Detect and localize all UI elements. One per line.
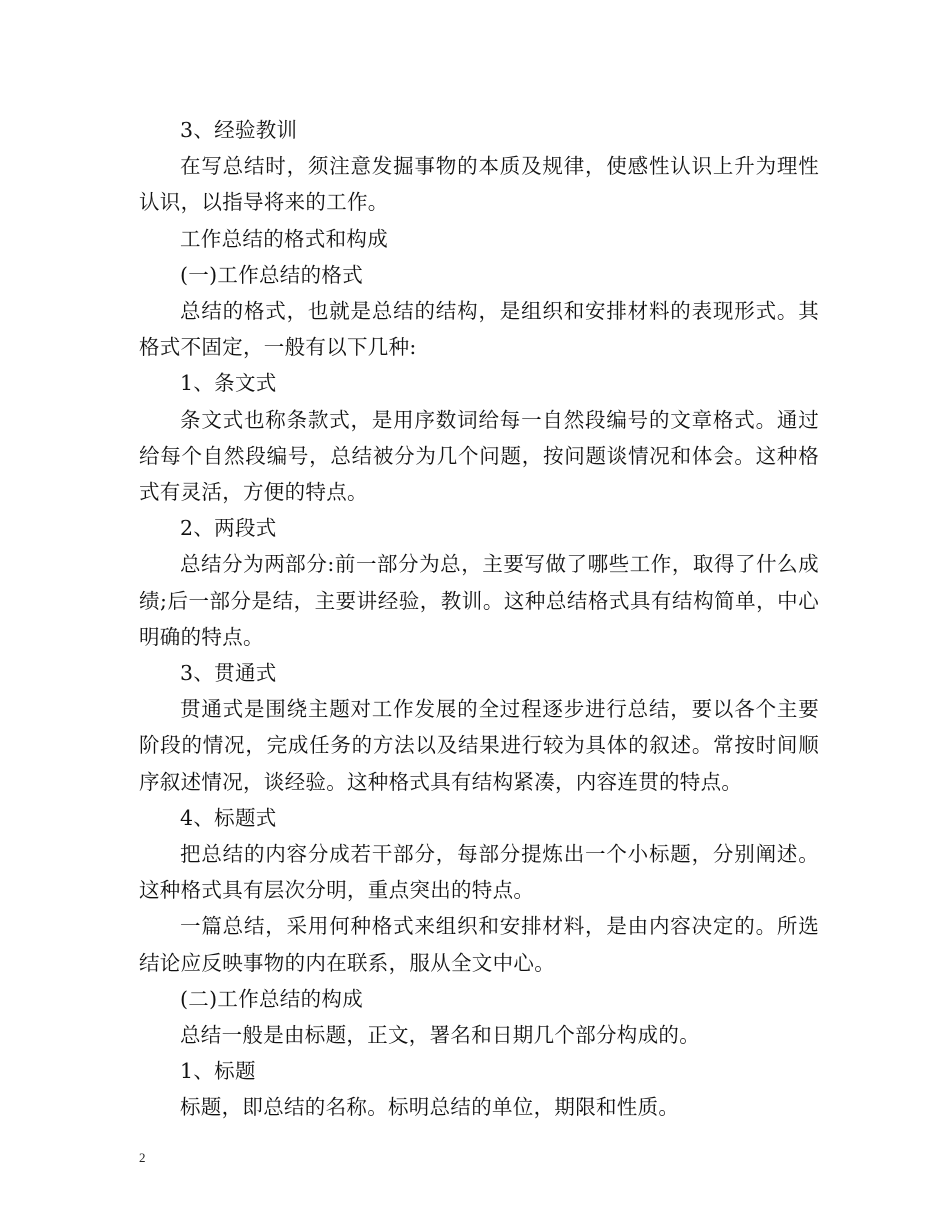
heading-continuous-style: 3、贯通式 [180,661,277,686]
document-body [139,112,819,1126]
paragraph-article-style: 条文式也称条款式，是用序数词给每一自然段编号的文章格式。通过给每个自然段编号，总结被分为几个问题，按问题谈情况和体会。这种格式有灵活，方便的特点。 [139,407,819,505]
heading-structure: (二)工作总结的构成 [180,986,363,1011]
paragraph-structure-intro: 总结一般是由标题，正文，署名和日期几个部分构成的。 [180,1023,700,1048]
paragraph-two-part-style: 总结分为两部分:前一部分为总，主要写做了哪些工作，取得了什么成绩;后一部分是结，主要讲经验，教训。这种总结格式具有结构简单，中心明确的特点。 [139,552,819,649]
paragraph-format-choice: 一篇总结，采用何种格式来组织和安排材料，是由内容决定的。所选结论应反映事物的内在联系，服从全文中心。 [139,914,819,975]
heading-title: 1、标题 [180,1059,256,1084]
heading-lessons: 3、经验教训 [180,118,298,142]
paragraph-lessons: 在写总结时，须注意发掘事物的本质及规律，使感性认识上升为理性认识，以指导将来的工作。 [139,154,819,215]
heading-format-and-structure: 工作总结的格式和构成 [180,226,388,251]
heading-title-style: 4、标题式 [180,805,277,830]
heading-article-style: 1、条文式 [180,371,277,396]
paragraph-continuous-style: 贯通式是围绕主题对工作发展的全过程逐步进行总结，要以各个主要阶段的情况，完成任务的方法以及结果进行较为具体的叙述。常按时间顺序叙述情况，谈经验。这种格式具有结构紧凑，内容连贯的特点。 [139,697,819,794]
paragraph-title: 标题，即总结的名称。标明总结的单位，期限和性质。 [180,1095,680,1120]
heading-two-part-style: 2、两段式 [180,516,277,541]
paragraph-format-intro: 总结的格式，也就是总结的结构，是组织和安排材料的表现形式。其格式不固定，一般有以下几种: [139,299,819,360]
paragraph-title-style: 把总结的内容分成若干部分，每部分提炼出一个小标题，分别阐述。这种格式具有层次分明，重点突出的特点。 [139,842,819,903]
page-number: 2 [139,1150,146,1165]
heading-format: (一)工作总结的格式 [180,262,363,287]
